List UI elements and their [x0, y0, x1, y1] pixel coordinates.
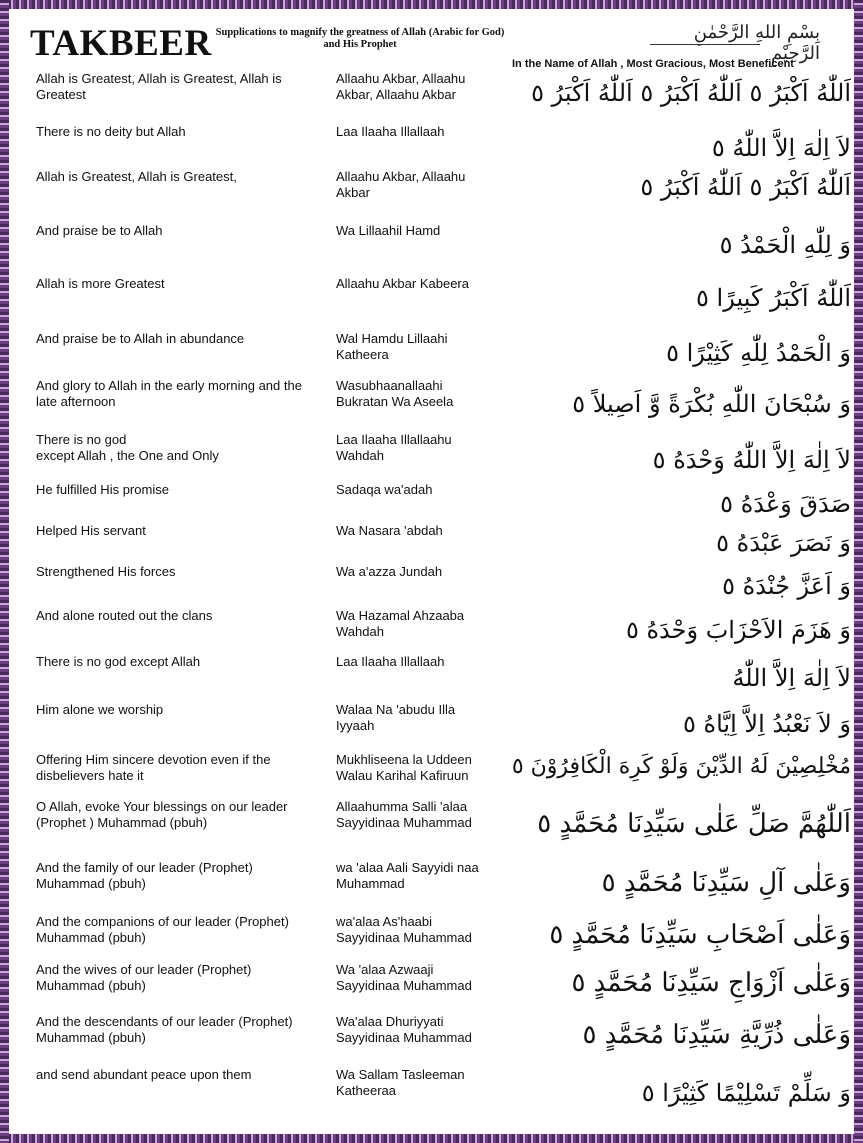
transliteration-text: Allaahu Akbar, Allaahu Akbar — [336, 169, 466, 200]
arabic-text: وَ نَصَرَ عَبْدَهُ ٥ — [716, 529, 851, 557]
english-text: Strengthened His forces — [36, 564, 176, 579]
arabic-text: صَدَقَ وَعْدَهُ ٥ — [720, 490, 851, 518]
transliteration-text: wa 'alaa Aali Sayyidi naa Muhammad — [336, 860, 479, 891]
arabic-text: وَعَلٰى اَصْحَابِ سَيِّدِنَا مُحَمَّدٍ ٥ — [549, 920, 851, 950]
arabic-text: وَعَلٰى ذُرِّيَّةِ سَيِّدِنَا مُحَمَّدٍ ٥ — [582, 1020, 851, 1050]
english-text: And glory to Allah in the early morning and the late afternoon — [36, 378, 302, 409]
transliteration-text: Laa Ilaaha Illallaah — [336, 654, 445, 669]
english-text: And praise be to Allah in abundance — [36, 331, 245, 346]
english-text: There is no god except Allah , the One and Only — [36, 432, 219, 463]
transliteration-text: Wa Hazamal Ahzaaba Wahdah — [336, 608, 465, 639]
bismillah-calligraphy: بِسْمِ اللهِ الرَّحْمٰنِ الرَّحِيْمِ — [693, 22, 820, 64]
english-text: There is no god except Allah — [36, 654, 201, 669]
english-text: Allah is Greatest, Allah is Greatest, Allah is Greatest — [36, 71, 282, 102]
transliteration-text: Allaahu Akbar, Allaahu Akbar, Allaahu Akbar — [336, 71, 466, 102]
english-text: There is no deity but Allah — [36, 124, 186, 139]
transliteration-text: Laa Ilaaha Illallaah — [336, 124, 445, 139]
english-text: And the descendants of our leader (Prophet) Muhammad (pbuh) — [36, 1014, 293, 1045]
english-text: And alone routed out the clans — [36, 608, 213, 623]
arabic-text: اَللّٰهُ اَكْبَرُ ٥ اَللّٰهُ اَكْبَرُ ٥ — [640, 173, 851, 201]
arabic-text: وَ سُبْحَانَ اللّٰهِ بُكْرَةً وَّ اَصِيلاً ٥ — [572, 390, 851, 418]
transliteration-text: Walaa Na 'abudu Illa Iyyaah — [336, 702, 456, 733]
page-subtitle: Supplications to magnify the greatness of Allah (Arabic for God) and His Prophet — [215, 27, 505, 50]
bismillah-english: In the Name of Allah , Most Gracious, Most Beneficent — [512, 58, 794, 70]
english-text: O Allah, evoke Your blessings on our leader (Prophet ) Muhammad (pbuh) — [36, 799, 288, 830]
arabic-text: وَ سَلِّمْ تَسْلِيْمًا كَثِيْرًا ٥ — [641, 1079, 851, 1107]
arabic-text: لاَ اِلٰهَ اِلاَّ اللّٰهُ ٥ — [711, 134, 851, 162]
transliteration-text: Wasubhaanallaahi Bukratan Wa Aseela — [336, 378, 454, 409]
page-border-right — [854, 0, 863, 1143]
transliteration-text: wa'alaa As'haabi Sayyidinaa Muhammad — [336, 914, 472, 945]
english-text: Allah is Greatest, Allah is Greatest, — [36, 169, 237, 184]
english-text: And the family of our leader (Prophet) Muhammad (pbuh) — [36, 860, 253, 891]
transliteration-text: Wa 'alaa Azwaaji Sayyidinaa Muhammad — [336, 962, 472, 993]
english-text: Allah is more Greatest — [36, 276, 165, 291]
english-text: Helped His servant — [36, 523, 146, 538]
english-text: And the companions of our leader (Prophet) Muhammad (pbuh) — [36, 914, 289, 945]
english-text: Offering Him sincere devotion even if the disbelievers hate it — [36, 752, 271, 783]
arabic-text: اَللّٰهُمَّ صَلِّ عَلٰى سَيِّدِنَا مُحَمَّدٍ ٥ — [537, 809, 851, 839]
arabic-text: وَعَلٰى اَزْوَاجِ سَيِّدِنَا مُحَمَّدٍ ٥ — [571, 968, 851, 998]
arabic-text: مُخْلِصِيْنَ لَهُ الدِّيْنَ وَلَوْ كَرِهَ الْكَافِرُوْنَ ٥ — [511, 754, 851, 779]
transliteration-text: Allaahu Akbar Kabeera — [336, 276, 469, 291]
english-text: and send abundant peace upon them — [36, 1067, 252, 1082]
arabic-text: وَعَلٰى آلِ سَيِّدِنَا مُحَمَّدٍ ٥ — [601, 868, 851, 898]
english-text: And praise be to Allah — [36, 223, 163, 238]
page-border-left — [0, 0, 9, 1143]
arabic-text: اَللّٰهُ اَكْبَرُ ٥ اَللّٰهُ اَكْبَرُ ٥ اَللّٰهُ اَكْبَرُ ٥ — [531, 79, 851, 107]
english-text: And the wives of our leader (Prophet) Muhammad (pbuh) — [36, 962, 252, 993]
transliteration-text: Mukhliseena la Uddeen Walau Karihal Kafiruun — [336, 752, 472, 783]
english-text: Him alone we worship — [36, 702, 164, 717]
bismillah-underline — [650, 44, 760, 45]
arabic-text: وَ لاَ نَعْبُدُ اِلاَّ اِيَّاهُ ٥ — [683, 710, 851, 738]
transliteration-text: Sadaqa wa'adah — [336, 482, 433, 497]
transliteration-text: Wa Sallam Tasleeman Katheeraa — [336, 1067, 465, 1098]
transliteration-text: Allaahumma Salli 'alaa Sayyidinaa Muhammad — [336, 799, 472, 830]
arabic-text: وَ اَعَزَّ جُنْدَهُ ٥ — [722, 572, 851, 600]
arabic-text: لاَ اِلٰهَ اِلاَّ اللّٰهُ — [732, 664, 851, 692]
transliteration-text: Laa Ilaaha Illallaahu Wahdah — [336, 432, 452, 463]
page-border-top — [0, 0, 863, 9]
arabic-text: اَللّٰهُ اَكْبَرُ كَبِيرًا ٥ — [696, 284, 851, 312]
arabic-text: وَ هَزَمَ الاَحْزَابَ وَحْدَهُ ٥ — [625, 616, 851, 644]
arabic-text: لاَ اِلٰهَ اِلاَّ اللّٰهُ وَحْدَهُ ٥ — [652, 446, 851, 474]
transliteration-text: Wa Lillaahil Hamd — [336, 223, 441, 238]
arabic-text: وَ الْحَمْدُ لِلّٰهِ كَثِيْرًا ٥ — [666, 339, 851, 367]
english-text: He fulfilled His promise — [36, 482, 169, 497]
transliteration-text: Wa a'azza Jundah — [336, 564, 443, 579]
transliteration-text: Wa'alaa Dhuriyyati Sayyidinaa Muhammad — [336, 1014, 472, 1045]
transliteration-text: Wa Nasara 'abdah — [336, 523, 443, 538]
page-border-bottom — [0, 1134, 863, 1143]
transliteration-text: Wal Hamdu Lillaahi Katheera — [336, 331, 448, 362]
page-title: TAKBEER — [30, 23, 212, 64]
arabic-text: وَ لِلّٰهِ الْحَمْدُ ٥ — [719, 231, 851, 259]
